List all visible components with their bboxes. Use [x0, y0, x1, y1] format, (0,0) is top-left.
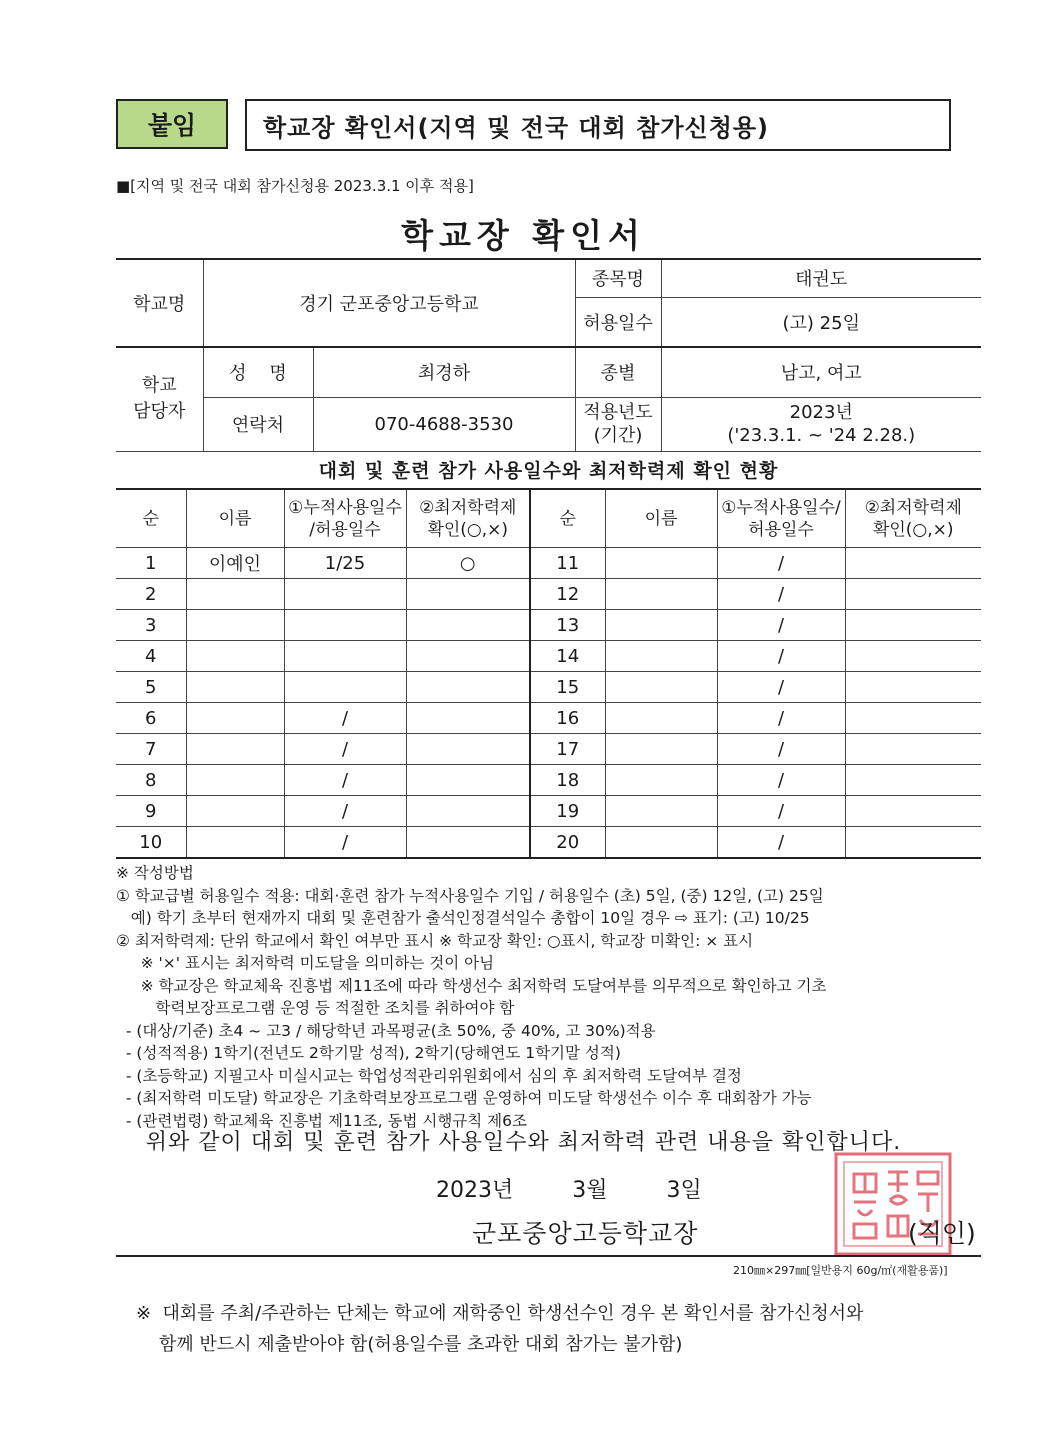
table-row [116, 734, 981, 765]
header-days [284, 489, 406, 548]
row-days-right: / [717, 548, 845, 579]
school-label: 학교명 [116, 259, 203, 347]
attachment-tag: 붙임 [116, 99, 228, 149]
phone-label: 연락처 [203, 397, 313, 451]
event-value: 태권도 [661, 259, 981, 297]
document-title: 학교장 확인서 [401, 216, 646, 255]
row-min [406, 796, 530, 827]
row-days: / [284, 827, 406, 859]
form-title-box: 학교장 확인서(지역 및 전국 대회 참가신청용) [245, 99, 951, 151]
phone-value: 070-4688-3530 [313, 397, 575, 451]
row-no-right: 15 [530, 672, 605, 703]
row-name-right [605, 734, 717, 765]
row-days-right: / [717, 703, 845, 734]
row-no-right: 12 [530, 579, 605, 610]
row-days: / [284, 765, 406, 796]
period-value [661, 397, 981, 451]
row-min-right [845, 734, 981, 765]
instruction-line: ② 최저학력제: 단위 학교에서 확인 여부만 표시 ※ 학교장 확인: ○표시, 학교장 미확인: × 표시 [116, 931, 754, 950]
table-row [116, 765, 981, 796]
row-name: 이예인 [186, 548, 284, 579]
row-name-right [605, 827, 717, 859]
table-row [116, 610, 981, 641]
section-title: 대회 및 훈련 참가 사용일수와 최저학력제 확인 현황 [318, 460, 779, 482]
row-min [406, 703, 530, 734]
row-no: 2 [116, 579, 186, 610]
row-min [406, 610, 530, 641]
row-name [186, 827, 284, 859]
row-days-right: / [717, 641, 845, 672]
row-name-right [605, 796, 717, 827]
row-no: 10 [116, 827, 186, 859]
allowed-days-label: 허용일수 [575, 297, 661, 347]
header-min-right-line1: ②최저학력제 [864, 497, 962, 518]
contact-group-label: 학교 담당자 [116, 347, 203, 451]
instruction-line: ※ '×' 표시는 최저학력 미도달을 의미하는 것이 아님 [116, 954, 495, 972]
row-min-right [845, 548, 981, 579]
row-name [186, 703, 284, 734]
row-days-right: / [717, 734, 845, 765]
row-min-right [845, 796, 981, 827]
row-min: ○ [406, 548, 530, 579]
school-value: 경기 군포중앙고등학교 [203, 259, 575, 347]
row-min-right [845, 579, 981, 610]
row-min-right [845, 672, 981, 703]
row-no-right: 13 [530, 610, 605, 641]
row-name [186, 796, 284, 827]
date-year: 2023년 [436, 1178, 514, 1203]
category-value: 남고, 여고 [661, 347, 981, 397]
table-row [116, 641, 981, 672]
header-min-line2: 확인(○,×) [427, 519, 509, 540]
row-no-right: 11 [530, 548, 605, 579]
row-days-right: / [717, 765, 845, 796]
row-min-right [845, 827, 981, 859]
table-row [116, 796, 981, 827]
row-days: / [284, 734, 406, 765]
submission-note [136, 1298, 863, 1360]
row-days-right: / [717, 796, 845, 827]
row-no-right: 19 [530, 796, 605, 827]
school-info-table [116, 258, 981, 452]
period-label-line1: 적용년도 [583, 402, 653, 423]
instructions-title: ※ 작성방법 [116, 864, 194, 882]
row-days-right: / [717, 827, 845, 859]
date-month: 3월 [572, 1178, 608, 1203]
seal-label: (직인) [908, 1219, 976, 1248]
row-no-right: 14 [530, 641, 605, 672]
row-name-right [605, 548, 717, 579]
table-row [116, 579, 981, 610]
principal-title: 군포중앙고등학교장 [472, 1219, 699, 1248]
manager-name-label: 성 명 [203, 347, 313, 397]
applicability-note: ■[지역 및 전국 대회 참가신청용 2023.3.1 이후 적용] [116, 177, 474, 195]
row-no-right: 16 [530, 703, 605, 734]
row-name [186, 641, 284, 672]
row-min-right [845, 610, 981, 641]
writing-instructions [116, 862, 996, 1132]
instruction-line: - (관련법령) 학교체육 진흥법 제11조, 동법 시행규칙 제6조 [116, 1111, 527, 1130]
row-no: 5 [116, 672, 186, 703]
paper-spec: 210㎜×297㎜[일반용지 60g/㎡(재활용품)] [733, 1264, 948, 1277]
header-days-line2: /허용일수 [309, 519, 381, 540]
row-min-right [845, 765, 981, 796]
row-name-right [605, 703, 717, 734]
period-year: 2023년 [789, 402, 853, 423]
instruction-line: - (최저학력 미도달) 학교장은 기초학력보장프로그램 운영하여 미도달 학생선수 이수 후 대회참가 가능 [116, 1089, 812, 1107]
header-min-right [845, 489, 981, 548]
header-days-right-line1: ①누적사용일수/ [721, 497, 841, 518]
row-min [406, 579, 530, 610]
row-min [406, 734, 530, 765]
table-row [116, 672, 981, 703]
row-days: 1/25 [284, 548, 406, 579]
row-days-right: / [717, 610, 845, 641]
header-no-right: 순 [530, 489, 605, 548]
row-days-right: / [717, 579, 845, 610]
header-days-line1: ①누적사용일수 [288, 497, 402, 518]
period-label [575, 397, 661, 451]
row-no: 6 [116, 703, 186, 734]
instruction-line: ① 학교급별 허용일수 적용: 대회·훈련 참가 누적사용일수 기입 / 허용일수 (초) 5일, (중) 12일, (고) 25일 [116, 886, 824, 905]
row-name-right [605, 765, 717, 796]
row-days [284, 579, 406, 610]
row-name-right [605, 610, 717, 641]
row-min [406, 641, 530, 672]
confirmation-statement: 위와 같이 대회 및 훈련 참가 사용일수와 최저학력 관련 내용을 확인합니다. [145, 1130, 902, 1155]
footer-divider [116, 1255, 981, 1257]
row-min [406, 765, 530, 796]
row-no: 8 [116, 765, 186, 796]
row-no-right: 20 [530, 827, 605, 859]
table-row [116, 827, 981, 859]
header-min [406, 489, 530, 548]
header-no: 순 [116, 489, 186, 548]
header-min-right-line2: 확인(○,×) [872, 519, 954, 540]
row-days [284, 641, 406, 672]
submission-note-line1: ※ 대회를 주최/주관하는 단체는 학교에 재학중인 학생선수인 경우 본 확인서를 참가신청서와 [136, 1303, 864, 1324]
header-name: 이름 [186, 489, 284, 548]
row-days [284, 672, 406, 703]
row-no: 7 [116, 734, 186, 765]
row-no: 1 [116, 548, 186, 579]
row-days [284, 610, 406, 641]
period-label-line2: (기간) [593, 425, 643, 446]
row-name [186, 579, 284, 610]
row-min [406, 672, 530, 703]
row-no-right: 18 [530, 765, 605, 796]
header-days-right-line2: 허용일수 [748, 519, 814, 540]
instruction-line: - (초등학교) 지필고사 미실시교는 학업성적관리위원회에서 심의 후 최저학력 도달여부 결정 [116, 1066, 742, 1085]
row-name [186, 610, 284, 641]
row-no-right: 17 [530, 734, 605, 765]
submission-note-line2: 함께 반드시 제출받아야 함(허용일수를 초과한 대회 참가는 불가함) [136, 1334, 683, 1355]
row-name [186, 672, 284, 703]
date-day: 3일 [666, 1178, 702, 1203]
category-label: 종별 [575, 347, 661, 397]
manager-name-value: 최경하 [313, 347, 575, 397]
row-name-right [605, 641, 717, 672]
instruction-line: - (대상/기준) 초4 ~ 고3 / 해당학년 과목평균(초 50%, 중 40%, 고 30%)적용 [116, 1021, 656, 1040]
row-no: 4 [116, 641, 186, 672]
event-label: 종목명 [575, 259, 661, 297]
row-name-right [605, 579, 717, 610]
row-min-right [845, 641, 981, 672]
issue-date [436, 1173, 732, 1204]
row-name [186, 765, 284, 796]
header-name-right: 이름 [605, 489, 717, 548]
row-days: / [284, 703, 406, 734]
instruction-line: - (성적적용) 1학기(전년도 2학기말 성적), 2학기(당해연도 1학기말 성적) [116, 1044, 621, 1062]
table-row [116, 548, 981, 579]
row-min-right [845, 703, 981, 734]
row-days: / [284, 796, 406, 827]
row-days-right: / [717, 672, 845, 703]
row-no: 3 [116, 610, 186, 641]
header-min-line1: ②최저학력제 [419, 497, 517, 518]
row-name [186, 734, 284, 765]
instruction-line: 예) 학기 초부터 현재까지 대회 및 훈련참가 출석인정결석일수 총합이 10일 경우 ⇨ 표기: (고) 10/25 [116, 909, 810, 927]
table-row [116, 703, 981, 734]
period-range: ('23.3.1. ~ '24 2.28.) [727, 425, 916, 446]
row-no: 9 [116, 796, 186, 827]
student-status-table [116, 488, 981, 859]
allowed-days-value: (고) 25일 [661, 297, 981, 347]
instruction-line: ※ 학교장은 학교체육 진흥법 제11조에 따라 학생선수 최저학력 도달여부를 의무적으로 확인하고 기초 [116, 976, 827, 995]
header-days-right [717, 489, 845, 548]
instruction-line: 학력보장프로그램 운영 등 적절한 조치를 취하여야 함 [116, 999, 515, 1017]
row-name-right [605, 672, 717, 703]
row-min [406, 827, 530, 859]
